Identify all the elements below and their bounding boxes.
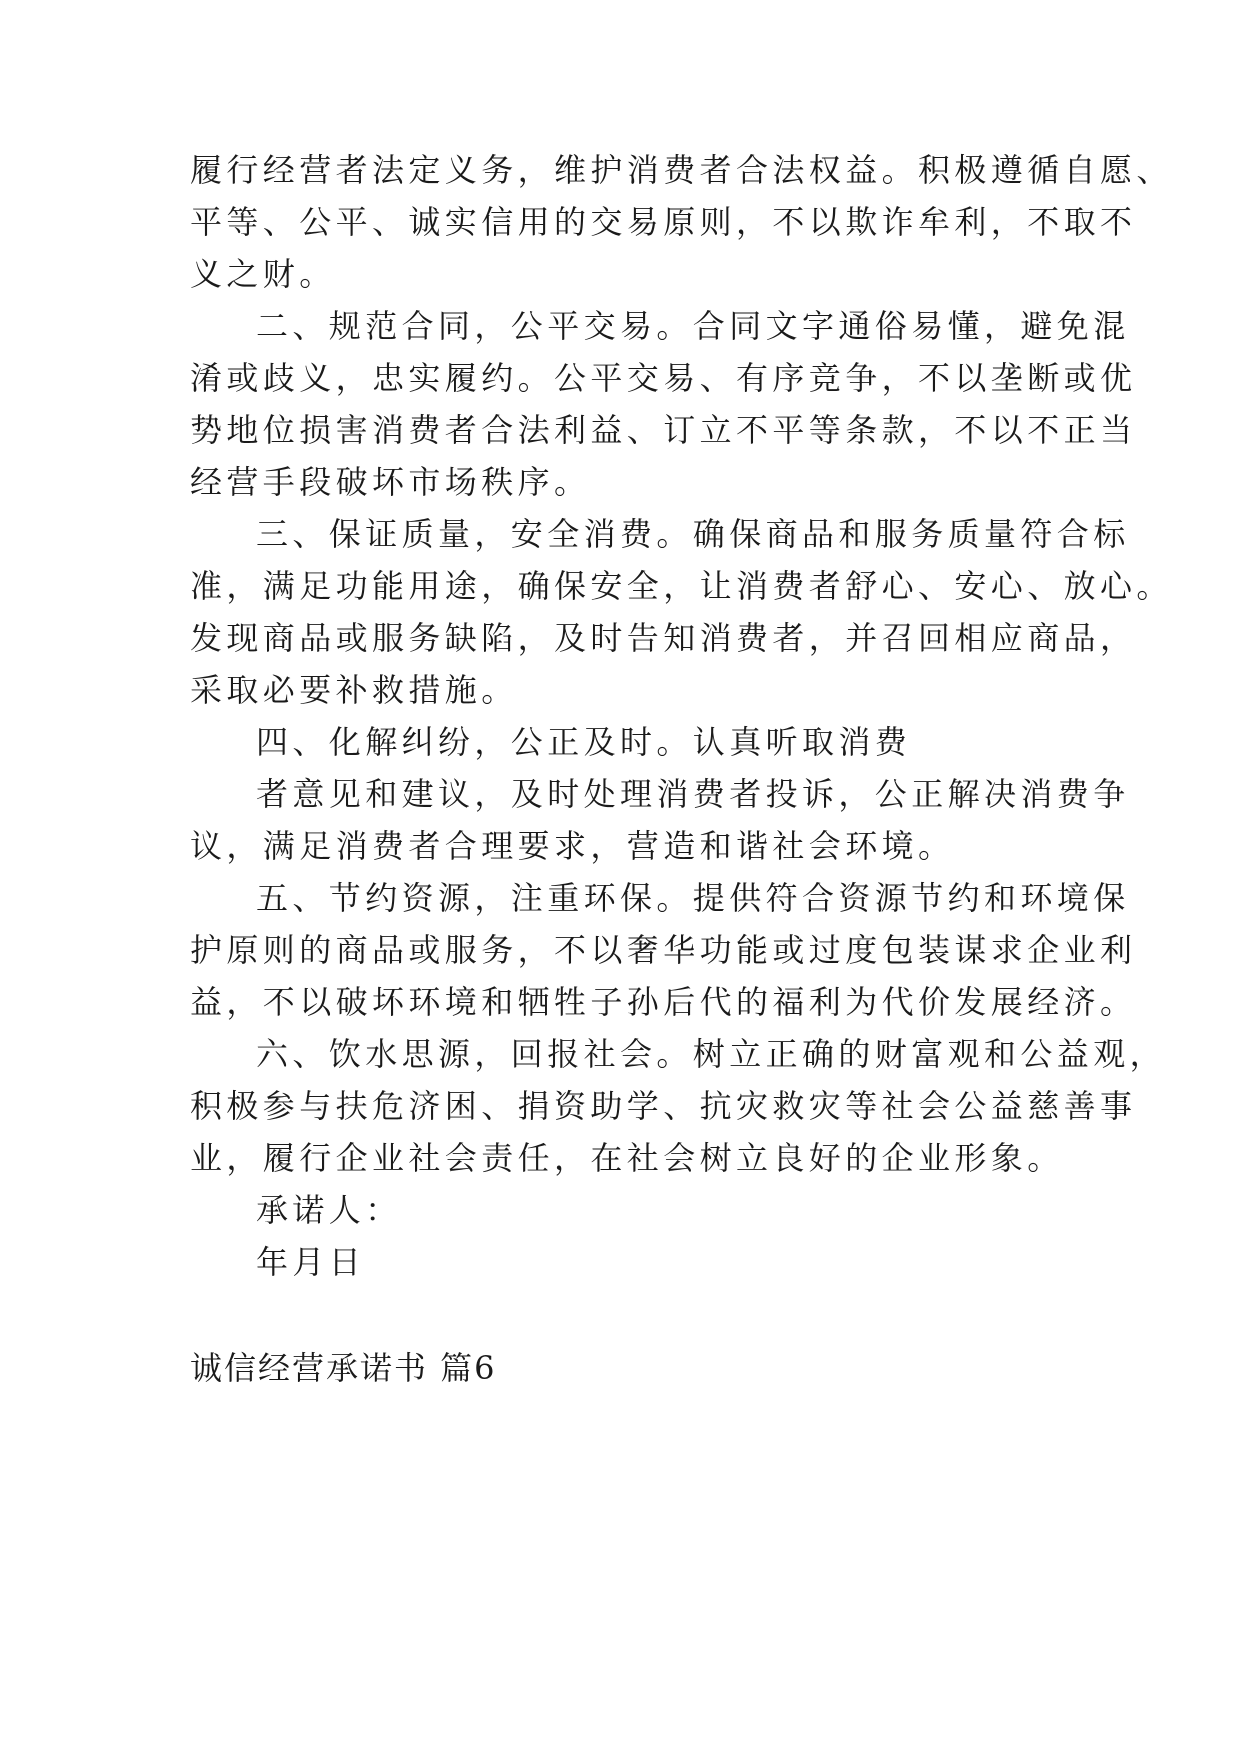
paragraph-3-first-line: 三、保证质量，安全消费。确保商品和服务质量符合标 (256, 515, 1130, 553)
body-line: 业，履行企业社会责任，在社会树立良好的企业形象。 (190, 1139, 1064, 1177)
paragraph-5-first-line: 五、节约资源，注重环保。提供符合资源节约和环境保 (256, 879, 1130, 917)
paragraph-4-first-line: 四、化解纠纷，公正及时。认真听取消费 (256, 723, 912, 761)
body-line: 经营手段破坏市场秩序。 (190, 463, 591, 501)
section-title: 诚信经营承诺书 篇6 (190, 1349, 497, 1387)
body-line: 益，不以破坏环境和牺牲子孙后代的福利为代价发展经济。 (190, 983, 1137, 1021)
paragraph-6-first-line: 六、饮水思源，回报社会。树立正确的财富观和公益观， (256, 1035, 1167, 1073)
date-label: 年月日 (256, 1243, 366, 1281)
signatory-label: 承诺人： (256, 1191, 402, 1229)
paragraph-4-continuation: 者意见和建议，及时处理消费者投诉，公正解决消费争 (256, 775, 1130, 813)
body-line: 护原则的商品或服务，不以奢华功能或过度包装谋求企业利 (190, 931, 1137, 969)
body-line: 平等、公平、诚实信用的交易原则，不以欺诈牟利，不取不 (190, 203, 1137, 241)
body-line: 势地位损害消费者合法利益、订立不平等条款，不以不正当 (190, 411, 1137, 449)
paragraph-2-first-line: 二、规范合同，公平交易。合同文字通俗易懂，避免混 (256, 307, 1130, 345)
body-line: 履行经营者法定义务，维护消费者合法权益。积极遵循自愿、 (190, 151, 1173, 189)
body-line: 采取必要补救措施。 (190, 671, 518, 709)
body-line: 义之财。 (190, 255, 336, 293)
body-line: 发现商品或服务缺陷，及时告知消费者，并召回相应商品， (190, 619, 1137, 657)
body-line: 积极参与扶危济困、捐资助学、抗灾救灾等社会公益慈善事 (190, 1087, 1137, 1125)
body-line: 淆或歧义，忠实履约。公平交易、有序竞争，不以垄断或优 (190, 359, 1137, 397)
body-line: 议，满足消费者合理要求，营造和谐社会环境。 (190, 827, 955, 865)
body-line: 准，满足功能用途，确保安全，让消费者舒心、安心、放心。 (190, 567, 1173, 605)
